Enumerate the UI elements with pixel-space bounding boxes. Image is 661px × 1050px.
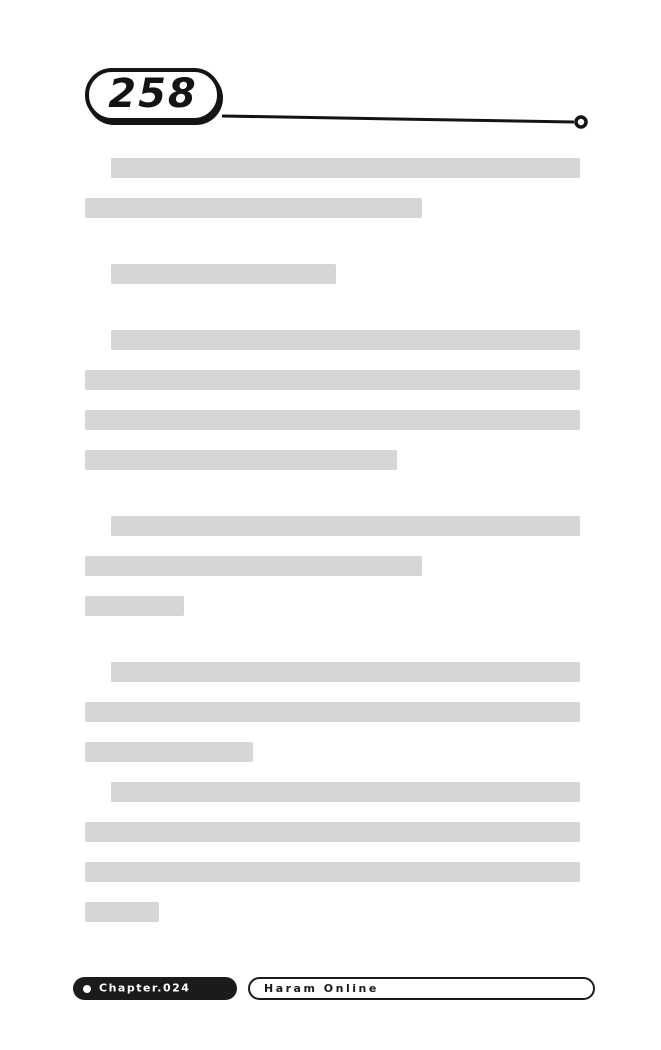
redacted-text-line [85,400,580,440]
redacted-text-line [85,360,580,400]
redaction-bar [85,902,159,922]
paragraph-spacer [85,626,580,652]
redaction-bar [111,662,580,682]
bullet-icon [83,985,91,993]
redacted-text-line [85,254,580,294]
redaction-bar [85,862,580,882]
redaction-bar [85,702,580,722]
redaction-bar [111,330,580,350]
redacted-text-line [85,812,580,852]
redacted-text-line [85,692,580,732]
paragraph-spacer [85,294,580,320]
redaction-bar [85,596,184,616]
redaction-bar [85,450,397,470]
paragraph-spacer [85,228,580,254]
redacted-text-line [85,440,580,480]
redacted-text-line [85,320,580,360]
book-title-badge [248,977,595,1000]
rule-end-ring-icon [576,117,586,127]
redaction-bar [111,264,336,284]
redaction-bar [85,822,580,842]
chapter-label: Chapter.024 [99,981,191,995]
redacted-text-line [85,772,580,812]
redaction-bar [85,742,253,762]
redacted-text-line [85,892,580,932]
redacted-text-line [85,546,580,586]
redacted-text-line [85,506,580,546]
redaction-bar [85,198,422,218]
page-number-badge [85,68,221,122]
redacted-text-line [85,652,580,692]
body-text-redacted [85,148,580,932]
page-number: 258 [108,71,198,117]
redaction-bar [85,370,580,390]
chapter-badge [73,977,237,1000]
redaction-bar [111,782,580,802]
redaction-bar [111,516,580,536]
redaction-bar [111,158,580,178]
redacted-text-line [85,148,580,188]
redacted-text-line [85,586,580,626]
book-title: Haram Online [264,982,379,995]
redaction-bar [85,556,422,576]
redaction-bar [85,410,580,430]
paragraph-spacer [85,480,580,506]
redacted-text-line [85,188,580,228]
redacted-text-line [85,732,580,772]
redacted-text-line [85,852,580,892]
